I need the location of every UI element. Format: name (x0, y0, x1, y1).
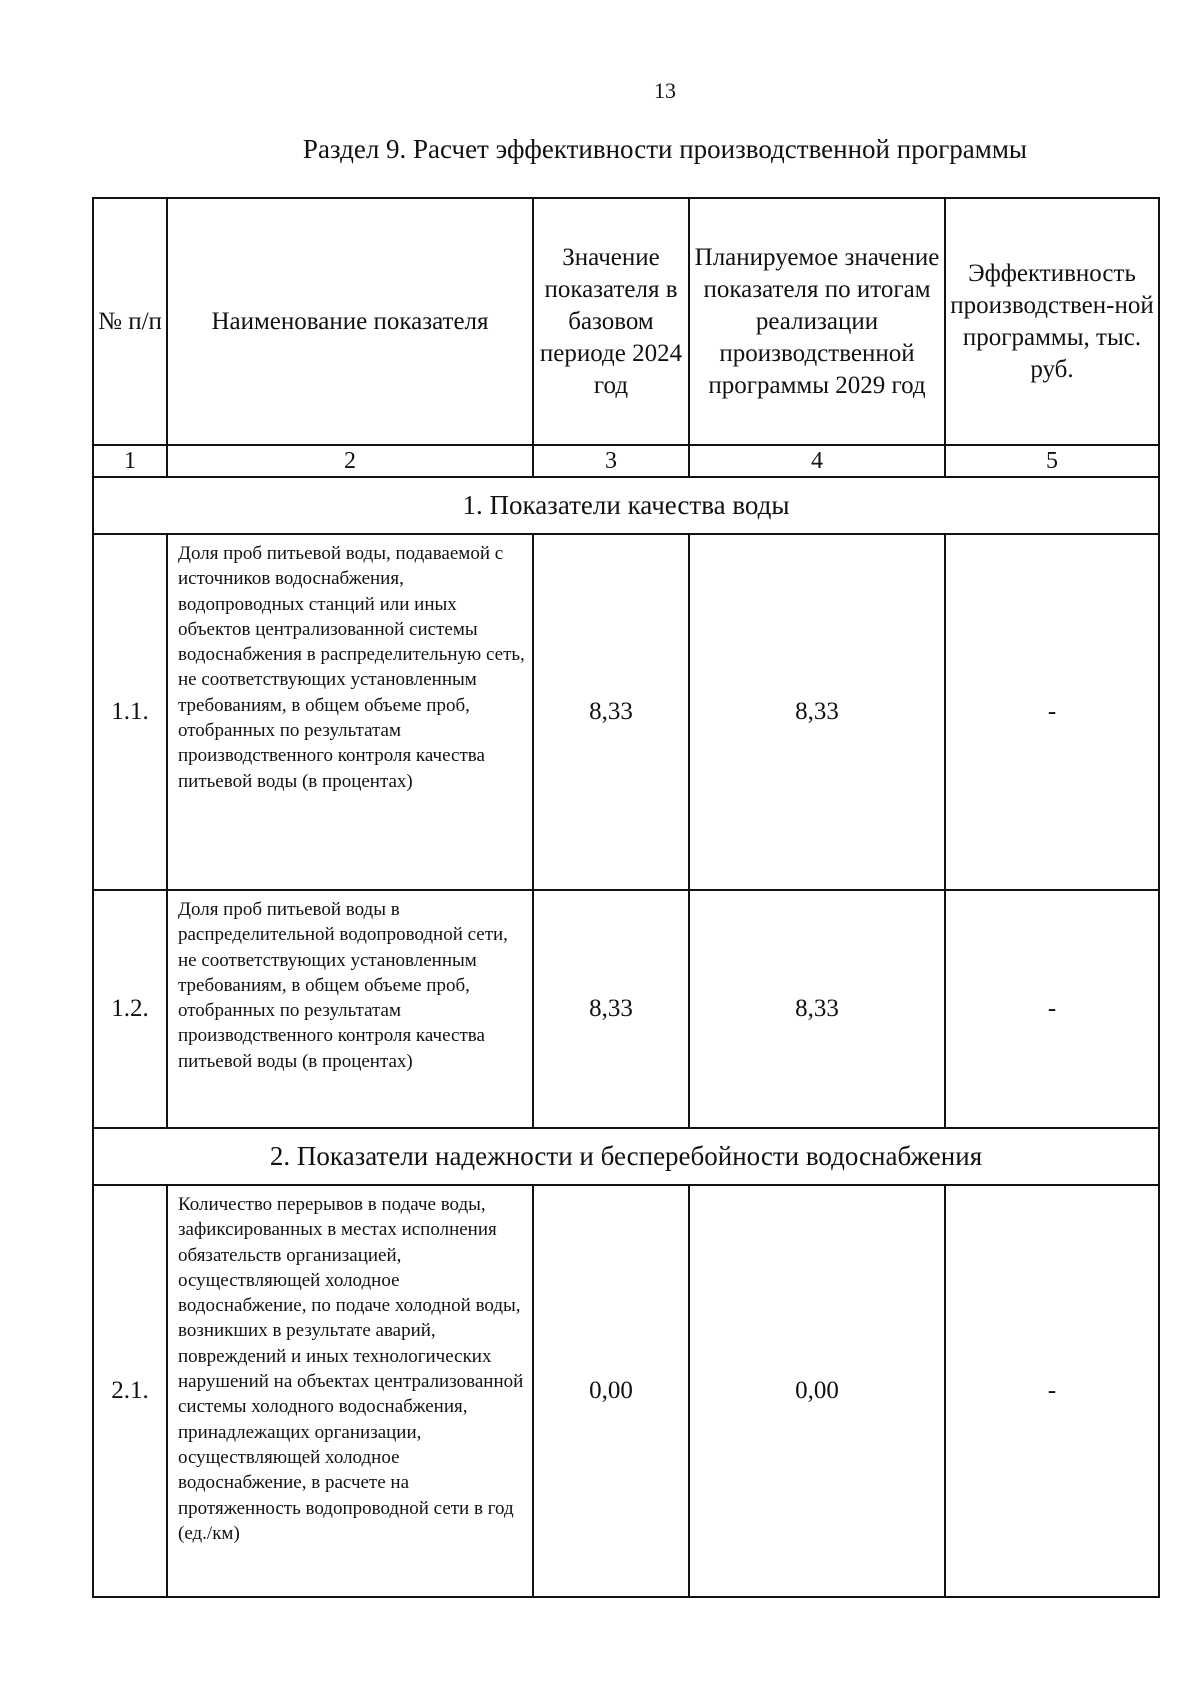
column-number: 4 (689, 445, 945, 477)
table-row (93, 1185, 1159, 1597)
row-index: 1.2. (93, 890, 167, 1128)
row-efficiency: - (945, 534, 1159, 890)
table-header-row (93, 198, 1159, 445)
section-row (93, 1128, 1159, 1185)
row-index: 2.1. (93, 1185, 167, 1597)
header-number: № п/п (93, 198, 167, 445)
row-base-value: 8,33 (533, 534, 689, 890)
header-efficiency: Эффективность производствен-ной программы, тыс. руб. (945, 198, 1159, 445)
row-planned-value: 0,00 (689, 1185, 945, 1597)
header-base-value: Значение показателя в базовом периоде 2024 год (533, 198, 689, 445)
row-efficiency: - (945, 1185, 1159, 1597)
row-base-value: 8,33 (533, 890, 689, 1128)
row-indicator-name: Доля проб питьевой воды в распределительной водопроводной сети, не соответствующих установленным требованиям, в общем объеме проб, отобранных по результатам производственного контроля качества питьевой воды (в процентах) (167, 890, 533, 1128)
row-planned-value: 8,33 (689, 890, 945, 1128)
row-planned-value: 8,33 (689, 534, 945, 890)
row-indicator-name: Доля проб питьевой воды, подаваемой с источников водоснабжения, водопроводных станций или иных объектов централизованной системы водоснабжения в распределительную сеть, не соответствующих установленным требованиям, в общем объеме проб, отобранных по результатам производственного контроля качества питьевой воды (в процентах) (167, 534, 533, 890)
efficiency-table (92, 197, 1160, 1598)
row-base-value: 0,00 (533, 1185, 689, 1597)
header-planned-value: Планируемое значение показателя по итогам реализации производственной программы 2029 год (689, 198, 945, 445)
column-number: 1 (93, 445, 167, 477)
column-number: 5 (945, 445, 1159, 477)
table-row (93, 890, 1159, 1128)
section-row (93, 477, 1159, 534)
row-index: 1.1. (93, 534, 167, 890)
section-heading: 2. Показатели надежности и бесперебойности водоснабжения (93, 1128, 1159, 1185)
row-efficiency: - (945, 890, 1159, 1128)
section-title: Раздел 9. Расчет эффективности производственной программы (302, 134, 1028, 164)
header-indicator-name: Наименование показателя (167, 198, 533, 445)
section-heading: 1. Показатели качества воды (93, 477, 1159, 534)
table-row (93, 534, 1159, 890)
column-numbers-row (93, 445, 1159, 477)
column-number: 3 (533, 445, 689, 477)
page-number: 13 (654, 78, 676, 103)
row-indicator-name: Количество перерывов в подаче воды, зафиксированных в местах исполнения обязательств организацией, осуществляющей холодное водоснабжение, по подаче холодной воды, возникших в результате аварий, повреждений и иных технологических нарушений на объектах централизованной системы холодного водоснабжения, принадлежащих организации, осуществляющей холодное водоснабжение, в расчете на протяженность водопроводной сети в год (ед./км) (167, 1185, 533, 1597)
column-number: 2 (167, 445, 533, 477)
